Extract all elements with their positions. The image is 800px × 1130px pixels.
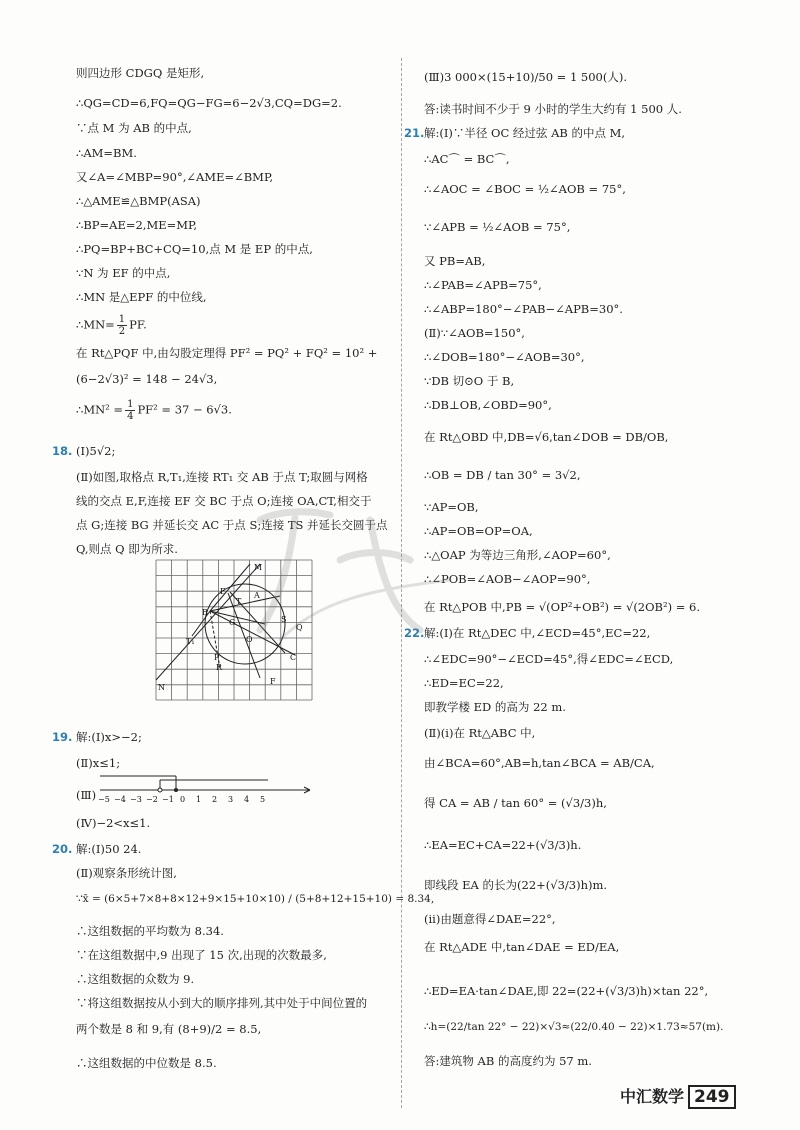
text-line: 解:(Ⅰ)50 24. [76, 842, 142, 856]
text-line: 点 G;连接 BG 并延长交 AC 于点 S;连接 TS 并延长交圆于点 [76, 518, 388, 532]
text-line: 即线段 EA 的长为(22+(√3/3)h)m. [424, 878, 608, 892]
text-line: ∵∠APB = ½∠AOB = 75°, [424, 220, 571, 234]
tick-label: −3 [130, 795, 142, 804]
formula-line: ∵x̄ = (6×5+7×8+8×12+9×15+10×10) / (5+8+12+15+10) = 8.34, [76, 893, 435, 905]
text-line: ∵在这组数据中,9 出现了 15 次,出现的次数最多, [76, 948, 327, 962]
text-line: 由∠BCA=60°,AB=h,tan∠BCA = AB/CA, [424, 756, 655, 770]
page-number: 249 [688, 1085, 736, 1109]
column-divider [401, 58, 402, 1108]
number-line [98, 772, 318, 806]
question-number: 18. [52, 444, 73, 458]
text-line: ∴PQ=BP+BC+CQ=10,点 M 是 EP 的中点, [76, 242, 313, 256]
text-line: 解:(Ⅰ)在 Rt△DEC 中,∠ECD=45°,EC=22, [424, 626, 651, 640]
text-line: (Ⅱ)观察条形统计图, [76, 866, 177, 880]
figure-label: E [220, 587, 226, 596]
text-line: ∴这组数据的中位数是 8.5. [76, 1056, 217, 1070]
text-line: (Ⅳ)−2<x≤1. [76, 816, 151, 830]
tick-label: −5 [98, 795, 110, 804]
figure-label: R [216, 663, 223, 672]
figure-label: B [202, 608, 208, 617]
text-line: ∴∠POB=∠AOB−∠AOP=90°, [424, 572, 591, 586]
question-number: 22. [404, 626, 425, 640]
figure-label: T [236, 597, 242, 606]
text-line: ∴∠EDC=90°−∠ECD=45°,得∠EDC=∠ECD, [424, 652, 674, 666]
text-line: (Ⅲ) [76, 788, 97, 802]
text-line: (6−2√3)² = 148 − 24√3, [76, 372, 218, 386]
text-line: (Ⅱ)(i)在 Rt△ABC 中, [424, 726, 536, 740]
tick-label: 1 [196, 795, 202, 804]
question-number: 20. [52, 842, 73, 856]
text-line: 又∠A=∠MBP=90°,∠AME=∠BMP, [76, 170, 274, 184]
fraction: $\frac{1}{4}$ [127, 399, 134, 422]
text-line: 在 Rt△ADE 中,tan∠DAE = ED/EA, [424, 940, 620, 954]
text-line: 解:(Ⅰ)x>−2; [76, 730, 142, 744]
tick-label: 0 [180, 795, 186, 804]
grid-figure [150, 558, 320, 706]
text-line: ∴MN 是△EPF 的中位线, [76, 290, 207, 304]
text-line: 即教学楼 ED 的高为 22 m. [424, 700, 566, 714]
tick-label: −4 [114, 795, 126, 804]
text-line: ∴AP=OB=OP=OA, [424, 524, 533, 538]
text-line: ∵AP=OB, [424, 500, 479, 514]
text-line: ∴AC⌒ = BC⌒, [424, 152, 510, 166]
text-line: ∵点 M 为 AB 的中点, [76, 121, 192, 135]
footer-title: 中汇数学 [620, 1087, 685, 1106]
text-line: (Ⅱ)如图,取格点 R,T₁,连接 RT₁ 交 AB 于点 T;取圆与网格 [76, 470, 368, 484]
text-line: 得 CA = AB / tan 60° = (√3/3)h, [424, 796, 607, 810]
formula-line: ∴MN= $\frac{1}{2}$ PF. [76, 314, 147, 337]
tick-label: −1 [162, 795, 174, 804]
text-line: 又 PB=AB, [424, 254, 486, 268]
tick-label: 5 [260, 795, 266, 804]
text-line: 线的交点 E,F,连接 EF 交 BC 于点 O;连接 OA,CT,相交于 [76, 494, 372, 508]
text-line: 答:建筑物 AB 的高度约为 57 m. [424, 1054, 592, 1068]
figure-label: T₁ [186, 637, 195, 646]
text-line: ∴△OAP 为等边三角形,∠AOP=60°, [424, 548, 611, 562]
tick-label: −2 [146, 795, 158, 804]
figure-label: P [214, 653, 220, 662]
tick-label: 4 [244, 795, 250, 804]
figure-label: C [290, 653, 297, 662]
tick-label: 2 [212, 795, 218, 804]
text-line: 在 Rt△POB 中,PB = √(OP²+OB²) = √(2OB²) = 6. [424, 600, 701, 614]
formula-line: ∴MN² = $\frac{1}{4}$ PF² = 37 − 6√3. [76, 399, 232, 422]
text-line: ∴∠PAB=∠APB=75°, [424, 278, 542, 292]
text-line: 在 Rt△OBD 中,DB=√6,tan∠DOB = DB/OB, [424, 430, 669, 444]
text-line: ∴AM=BM. [76, 146, 137, 160]
text-line: ∵N 为 EF 的中点, [76, 266, 171, 280]
text-line: ∵DB 切⊙O 于 B, [424, 374, 515, 388]
figure-label: S [281, 615, 287, 624]
text-line: ∴∠AOC = ∠BOC = ½∠AOB = 75°, [424, 182, 626, 196]
question-number: 19. [52, 730, 73, 744]
figure-label: N [158, 683, 165, 692]
text-line: ∴∠ABP=180°−∠PAB−∠APB=30°. [424, 302, 623, 316]
text-line: (ii)由题意得∠DAE=22°, [424, 912, 556, 926]
text-line: ∴这组数据的众数为 9. [76, 972, 195, 986]
text-line: ∴OB = DB / tan 30° = 3√2, [424, 468, 581, 482]
text-line: ∴△AME≌△BMP(ASA) [76, 194, 201, 208]
text-line: ∴BP=AE=2,ME=MP, [76, 218, 198, 232]
figure-label: A [254, 591, 260, 600]
text-line: 在 Rt△PQF 中,由勾股定理得 PF² = PQ² + FQ² = 10² + [76, 346, 378, 360]
text-line: 答:读书时间不少于 9 小时的学生大约有 1 500 人. [424, 102, 682, 116]
text-line: ∵将这组数据按从小到大的顺序排列,其中处于中间位置的 [76, 996, 368, 1010]
text-line: ∴ED=EC=22, [424, 676, 504, 690]
figure-label: M [254, 563, 263, 572]
figure-label: Q [296, 623, 303, 632]
text-line: (Ⅱ)∵∠AOB=150°, [424, 326, 525, 340]
text-line: (Ⅱ)x≤1; [76, 756, 121, 770]
text-line: ∴EA=EC+CA=22+(√3/3)h. [424, 838, 582, 852]
text-line: 解:(Ⅰ)∵半径 OC 经过弦 AB 的中点 M, [424, 126, 626, 140]
text-line: (Ⅲ)3 000×(15+10)/50 = 1 500(人). [424, 70, 628, 84]
text-line: ∴ED=EA·tan∠DAE,即 22=(22+(√3/3)h)×tan 22°, [424, 984, 709, 998]
tick-label: 3 [228, 795, 234, 804]
text-line: ∴∠DOB=180°−∠AOB=30°, [424, 350, 585, 364]
figure-label: O [246, 635, 253, 644]
text-line: ∴h=(22/tan 22° − 22)×√3≈(22/0.40 − 22)×1.73≈57(m). [424, 1021, 724, 1033]
text-line: ∴QG=CD=6,FQ=QG−FG=6−2√3,CQ=DG=2. [76, 96, 342, 110]
figure-label: G [229, 618, 236, 627]
text-line: 则四边形 CDGQ 是矩形, [76, 66, 205, 80]
text-line: ∴这组数据的平均数为 8.34. [76, 924, 224, 938]
fraction: $\frac{1}{2}$ [118, 314, 126, 337]
text-line: (Ⅰ)5√2; [76, 444, 116, 458]
text-line: ∴DB⊥OB,∠OBD=90°, [424, 398, 552, 412]
question-number: 21. [404, 126, 425, 140]
text-line: Q,则点 Q 即为所求. [76, 542, 178, 556]
figure-label: F [270, 677, 276, 686]
text-line: 两个数是 8 和 9,有 (8+9)/2 = 8.5, [76, 1022, 262, 1036]
page-footer [620, 1084, 736, 1109]
